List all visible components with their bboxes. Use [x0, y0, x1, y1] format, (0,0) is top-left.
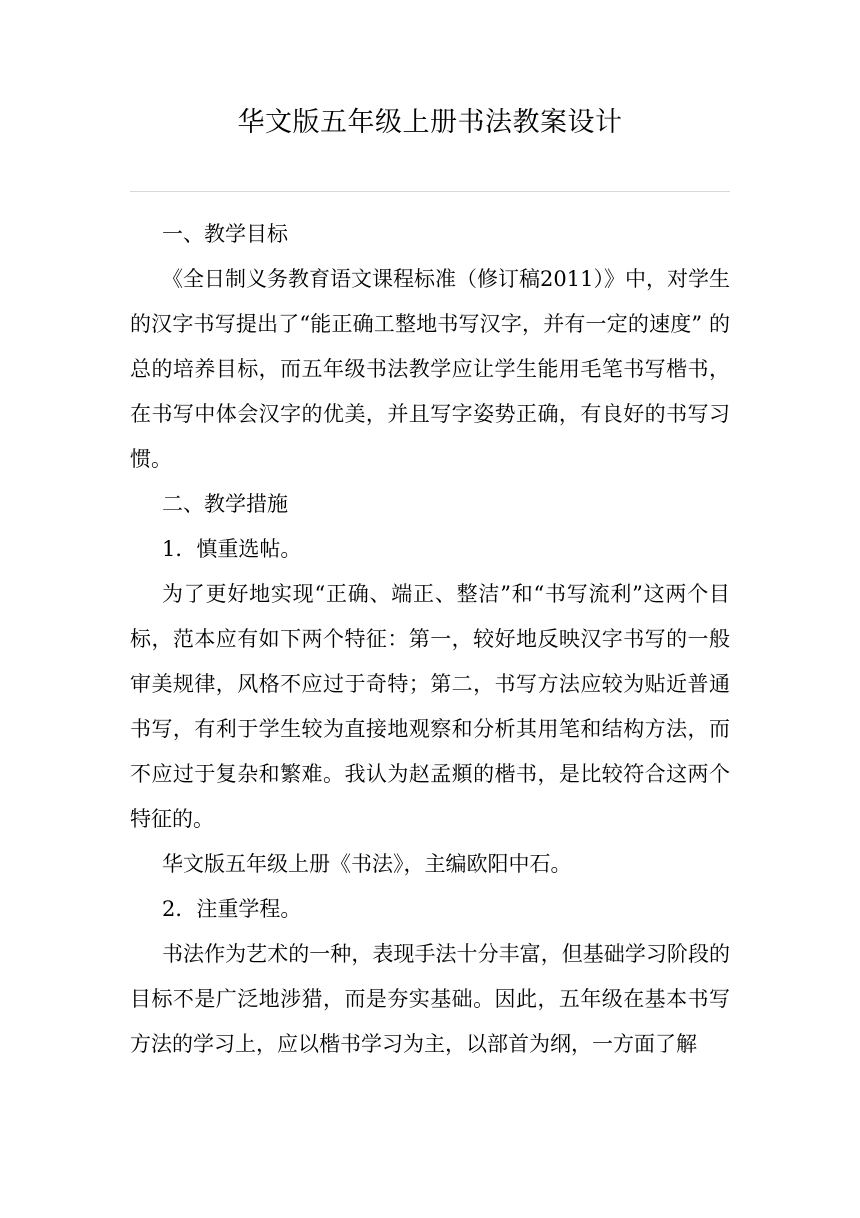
subheading-learning-process: 2．注重学程。: [162, 897, 302, 921]
section-heading-measures: 二、教学措施: [162, 492, 288, 516]
paragraph-textbook: 华文版五年级上册《书法》，主编欧阳中石。: [162, 852, 572, 876]
section-heading-goals: 一、教学目标: [162, 222, 288, 246]
document-body: [130, 212, 730, 1067]
paragraph-goals: 《全日制义务教育语文课程标准（修订稿2011）》中，对学生的汉字书写提出了“能正确工整地书写汉字，并有一定的速度” 的总的培养目标，而五年级书法教学应让学生能用毛笔书写楷书，在书写中体会汉字的优美，并且写字姿势正确，有良好的书写习惯。: [130, 267, 730, 471]
title-divider: [130, 191, 730, 192]
document-title: 华文版五年级上册书法教案设计: [237, 107, 623, 138]
subheading-select-copybook: 1．慎重选帖。: [162, 537, 302, 561]
paragraph-copybook: 为了更好地实现“正确、端正、整洁”和“书写流利”这两个目标，范本应有如下两个特征：第一，较好地反映汉字书写的一般审美规律，风格不应过于奇特；第二，书写方法应较为贴近普通书写，有利于学生较为直接地观察和分析其用笔和结构方法，而不应过于复杂和繁难。我认为赵孟頫的楷书，是比较符合这两个特征的。: [130, 582, 730, 831]
paragraph-learning-process: 书法作为艺术的一种，表现手法十分丰富，但基础学习阶段的目标不是广泛地涉猎，而是夯实基础。因此，五年级在基本书写方法的学习上，应以楷书学习为主，以部首为纲，一方面了解: [130, 942, 730, 1056]
